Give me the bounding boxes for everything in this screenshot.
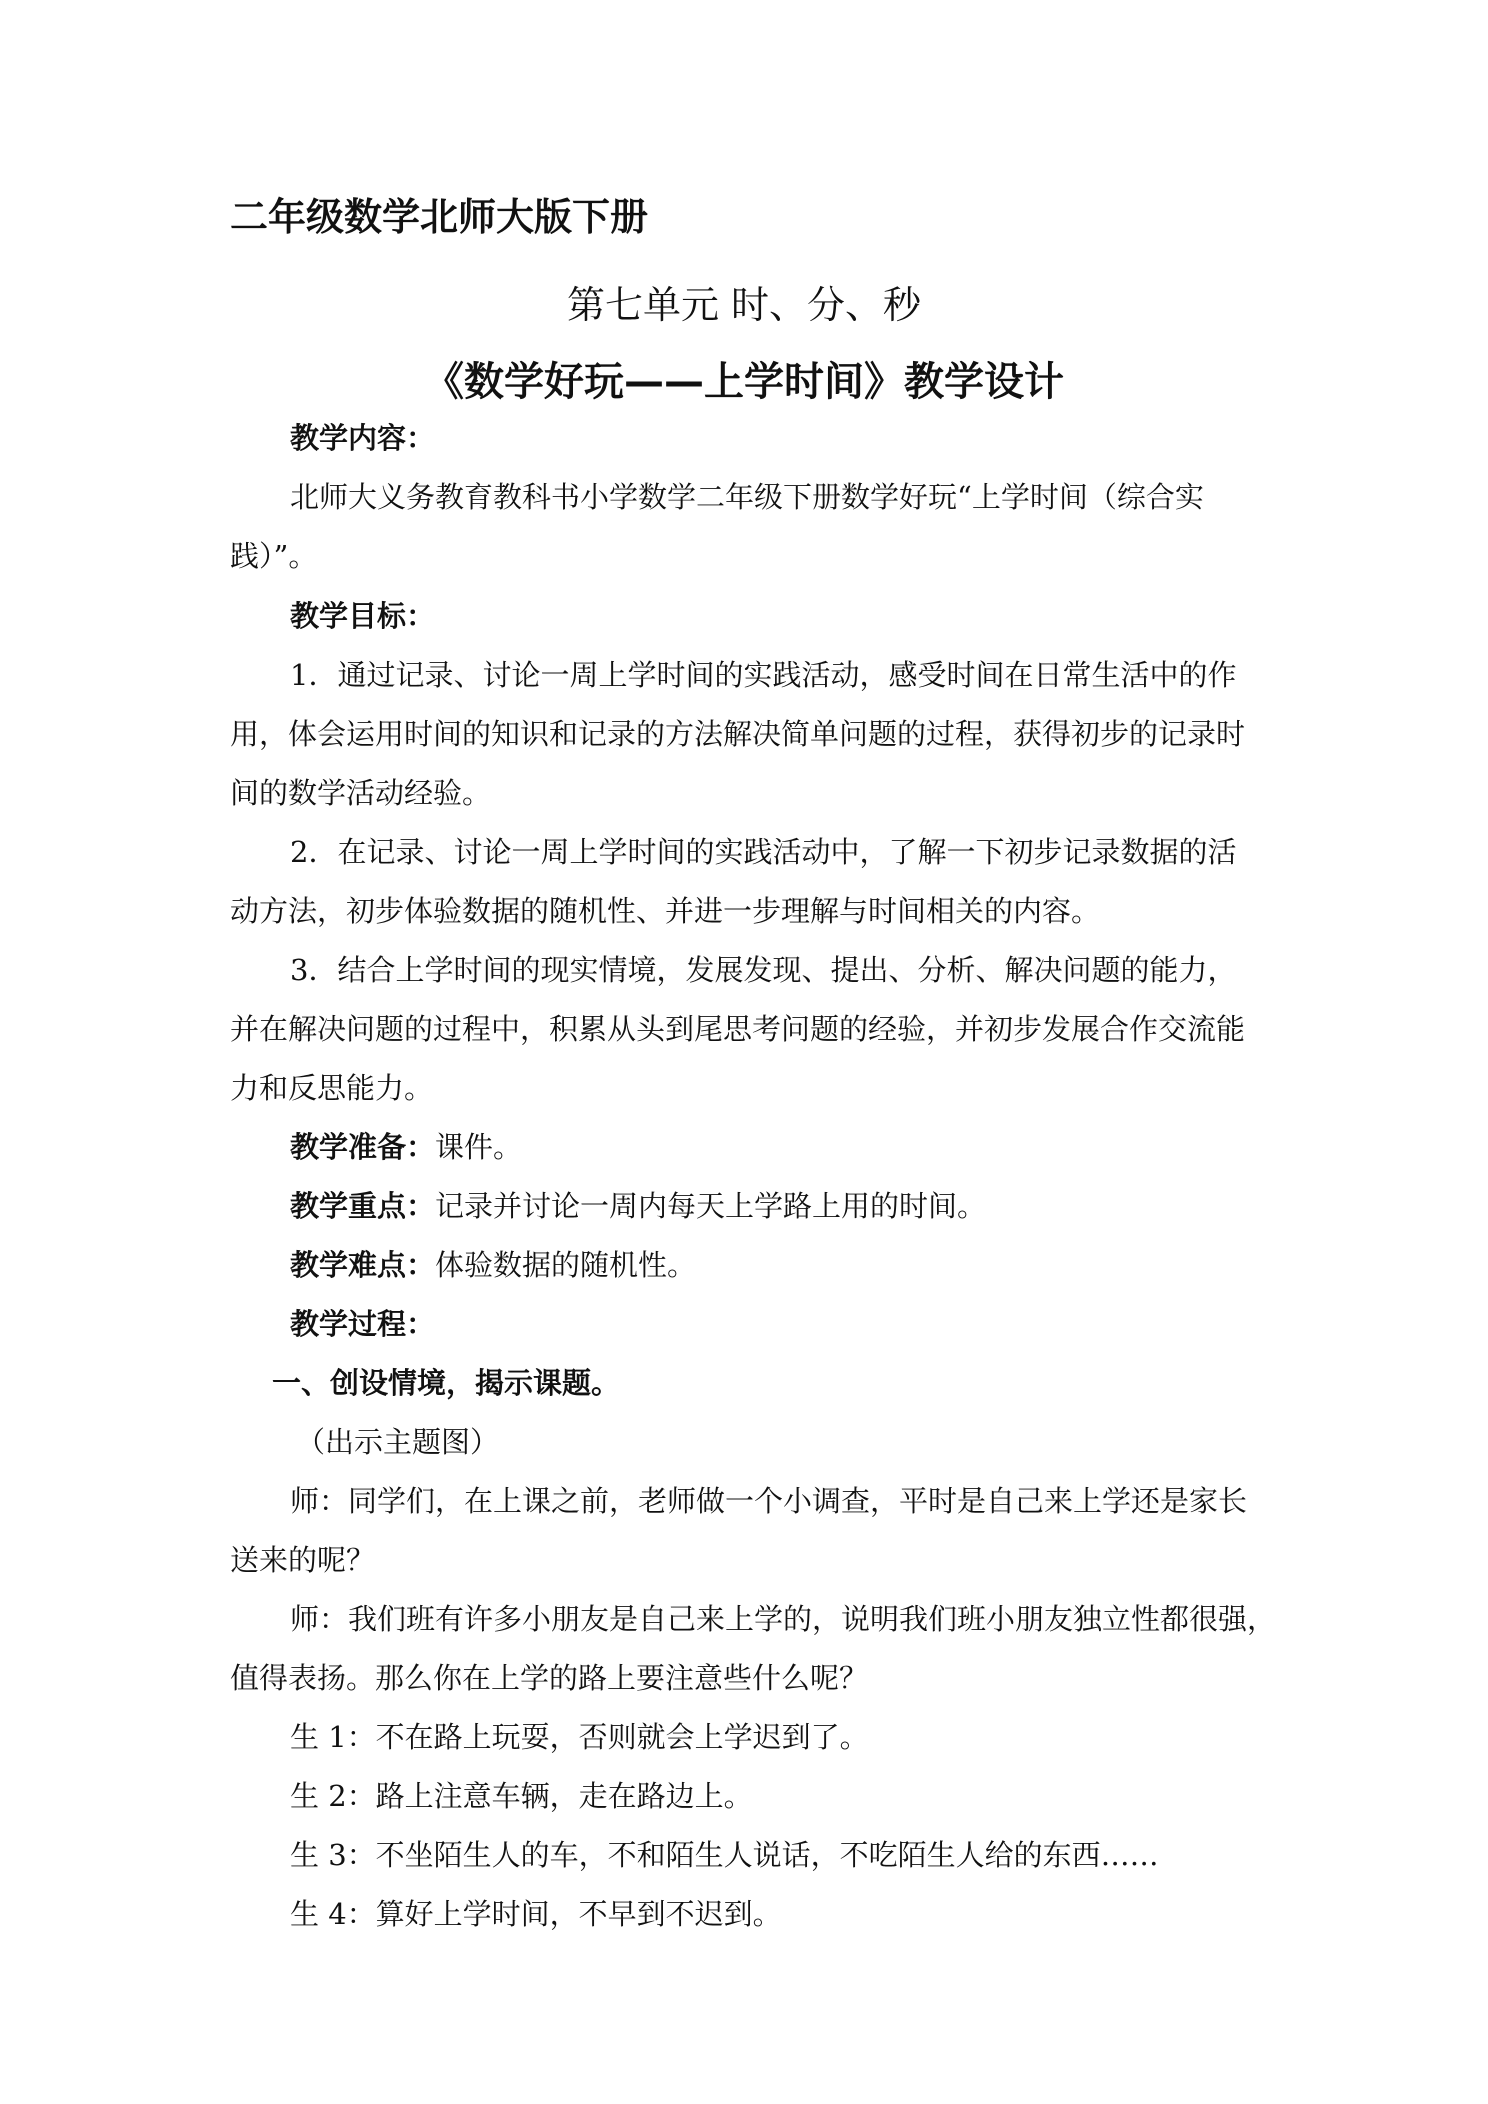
teacher-2-line-1: 师：我们班有许多小朋友是自己来上学的，说明我们班小朋友独立性都很强， [290,1602,1277,1636]
content-line-1: 北师大义务教育教科书小学数学二年级下册数学好玩“上学时间（综合实 [290,480,1204,514]
objective-1-line-2: 用，体会运用时间的知识和记录的方法解决简单问题的过程，获得初步的记录时 [230,717,1246,751]
book-title: 二年级数学北师大版下册 [230,195,649,239]
preparation-label: 教学准备： [290,1130,436,1164]
objectives-label: 教学目标： [290,599,436,633]
section-1-title: 一、创设情境，揭示课题。 [272,1366,621,1400]
key-point-label: 教学重点： [290,1189,436,1223]
objective-2-line-2: 动方法，初步体验数据的随机性、并进一步理解与时间相关的内容。 [230,894,1101,928]
process-label: 教学过程： [290,1307,436,1341]
objective-1-line-3: 间的数学活动经验。 [230,776,492,810]
difficulty-row [290,1245,696,1285]
objective-2-line-1: 2．在记录、讨论一周上学时间的实践活动中，了解一下初步记录数据的活 [290,835,1237,869]
preparation-value: 课件。 [435,1130,523,1164]
teacher-2-line-2: 值得表扬。那么你在上学的路上要注意些什么呢？ [230,1661,869,1695]
unit-title: 第七单元 时、分、秒 [566,283,922,327]
objective-3-line-1: 3．结合上学时间的现实情境，发展发现、提出、分析、解决问题的能力， [290,953,1237,987]
objective-3-line-2: 并在解决问题的过程中，积累从头到尾思考问题的经验，并初步发展合作交流能 [230,1012,1246,1046]
preparation-row [290,1127,522,1167]
content-line-2: 践）”。 [230,539,318,573]
objective-3-line-3: 力和反思能力。 [230,1071,434,1105]
lesson-title: 《数学好玩——上学时间》教学设计 [424,359,1064,405]
difficulty-value: 体验数据的随机性。 [435,1248,697,1282]
content-label: 教学内容： [290,421,436,455]
teacher-1-line-2: 送来的呢？ [230,1543,376,1577]
student-3: 生 3：不坐陌生人的车，不和陌生人说话，不吃陌生人给的东西…… [290,1838,1159,1872]
key-point-row [290,1186,986,1226]
objective-1-line-1: 1．通过记录、讨论一周上学时间的实践活动，感受时间在日常生活中的作 [290,658,1237,692]
student-4: 生 4：算好上学时间，不早到不迟到。 [290,1897,782,1931]
key-point-value: 记录并讨论一周内每天上学路上用的时间。 [435,1189,987,1223]
student-2: 生 2：路上注意车辆，走在路边上。 [290,1779,753,1813]
student-1: 生 1：不在路上玩耍，否则就会上学迟到了。 [290,1720,869,1754]
difficulty-label: 教学难点： [290,1248,436,1282]
teacher-1-line-1: 师：同学们，在上课之前，老师做一个小调查，平时是自己来上学还是家长 [290,1484,1248,1518]
show-image-note: （出示主题图） [296,1425,500,1459]
